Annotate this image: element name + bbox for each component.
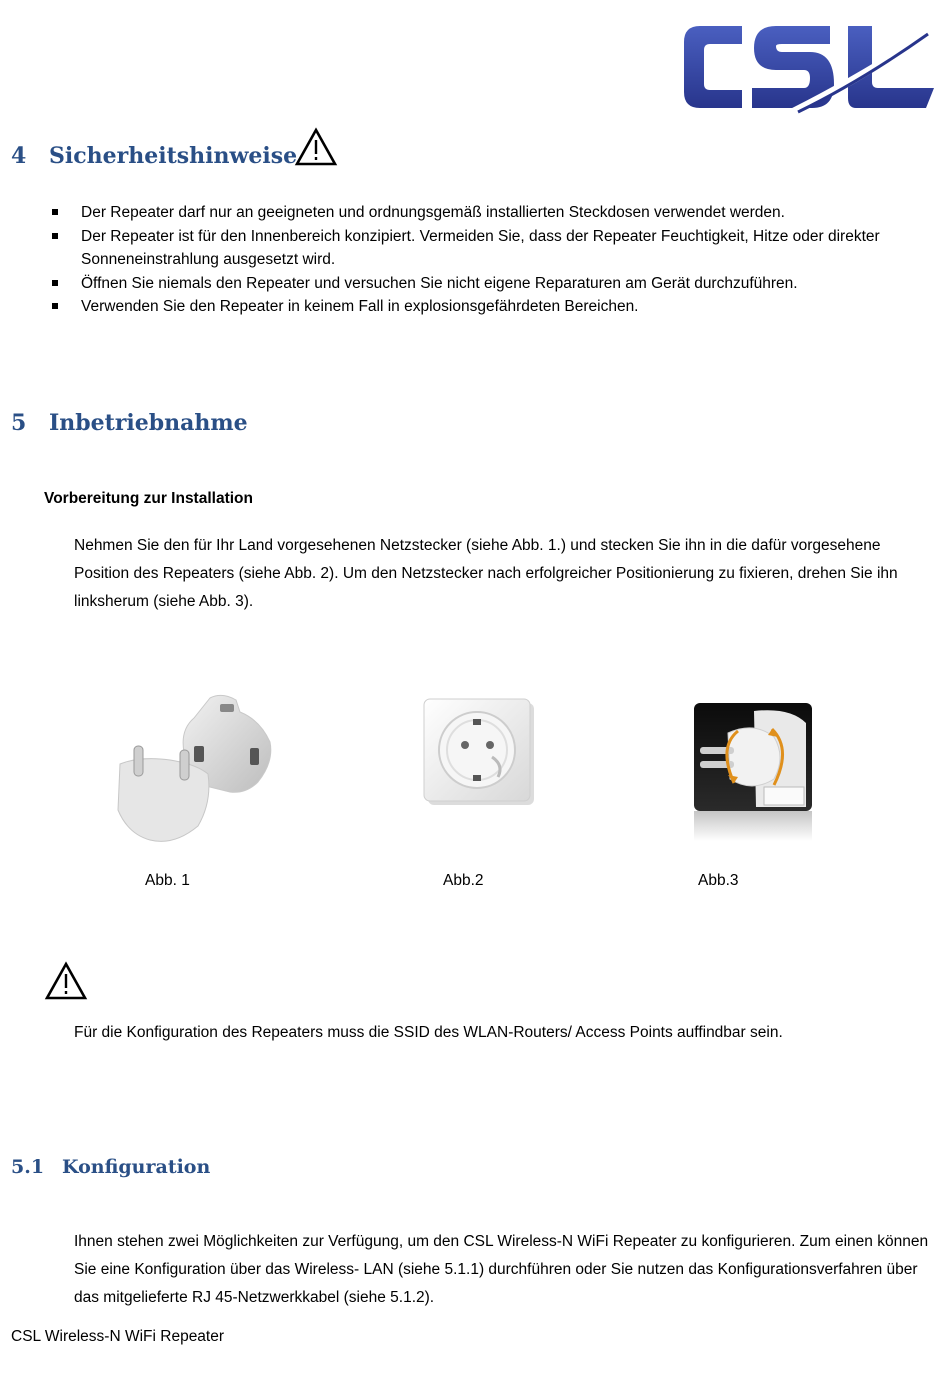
section-4-title: Sicherheitshinweise bbox=[49, 143, 298, 169]
warning-triangle-icon bbox=[294, 127, 338, 167]
bullet-text: Öffnen Sie niemals den Repeater und versuchen Sie nicht eigene Reparaturen am Gerät durchzuführen. bbox=[81, 274, 798, 292]
section-5-number: 5 bbox=[11, 410, 27, 436]
bullet-text: Der Repeater ist für den Innenbereich konzipiert. Vermeiden Sie, dass der Repeater Feuchtigkeit, Hitze oder direkter Sonneneinstrahlung ausgesetzt wird. bbox=[81, 227, 880, 268]
page-footer: CSL Wireless-N WiFi Repeater bbox=[11, 1328, 225, 1345]
figure-1-caption: Abb. 1 bbox=[145, 872, 190, 889]
section-5-1-number: 5.1 bbox=[11, 1156, 45, 1178]
section-5-title: Inbetriebnahme bbox=[49, 410, 248, 436]
bullet-text: Verwenden Sie den Repeater in keinem Fall in explosionsgefährdeten Bereichen. bbox=[81, 298, 639, 315]
warning-triangle-icon bbox=[44, 961, 88, 1001]
section-5-1-title: Konfiguration bbox=[62, 1156, 211, 1178]
list-item bbox=[48, 272, 943, 296]
bullet-text: Der Repeater darf nur an geeigneten und ordnungsgemäß installierten Steckdosen verwendet werden. bbox=[81, 204, 785, 221]
plug-adapters-photo bbox=[110, 690, 285, 850]
installation-subheading: Vorbereitung zur Installation bbox=[44, 490, 253, 507]
socket-slot-photo bbox=[420, 695, 538, 807]
ssid-warning-text: Für die Konfiguration des Repeaters muss die SSID des WLAN-Routers/ Access Points auffindbar sein. bbox=[74, 1024, 783, 1041]
bullet-square-icon bbox=[52, 209, 58, 215]
bullet-square-icon bbox=[52, 303, 58, 309]
configuration-paragraph: Ihnen stehen zwei Möglichkeiten zur Verfügung, um den CSL Wireless-N WiFi Repeater zu konfigurieren. Zum einen können Sie eine Konfiguration über das Wireless- LAN (siehe 5.1.1) durchführen oder Sie nutzen das Konfigurationsverfahren über das mitgelieferte RJ 45-Netzwerkkabel (siehe 5.1.2). bbox=[74, 1233, 929, 1306]
section-5-heading bbox=[11, 410, 248, 436]
figure-3-caption: Abb.3 bbox=[698, 872, 739, 889]
section-4-number: 4 bbox=[11, 143, 27, 169]
section-5-1-heading bbox=[11, 1156, 210, 1178]
list-item bbox=[48, 225, 943, 272]
plug-rotation-photo bbox=[694, 703, 814, 843]
installation-paragraph: Nehmen Sie den für Ihr Land vorgesehenen Netzstecker (siehe Abb. 1.) und stecken Sie ihn in die dafür vorgesehene Position des Repeaters (siehe Abb. 2). Um den Netzstecker nach erfolgreicher Positionierung zu fixieren, drehen Sie ihn linksherum (siehe Abb. 3). bbox=[74, 537, 898, 610]
safety-bullet-list bbox=[48, 201, 943, 319]
bullet-square-icon bbox=[52, 280, 58, 286]
section-4-heading bbox=[11, 143, 297, 169]
list-item bbox=[48, 295, 943, 319]
csl-logo bbox=[680, 18, 938, 118]
list-item bbox=[48, 201, 943, 225]
bullet-square-icon bbox=[52, 233, 58, 239]
figure-2-caption: Abb.2 bbox=[443, 872, 484, 889]
